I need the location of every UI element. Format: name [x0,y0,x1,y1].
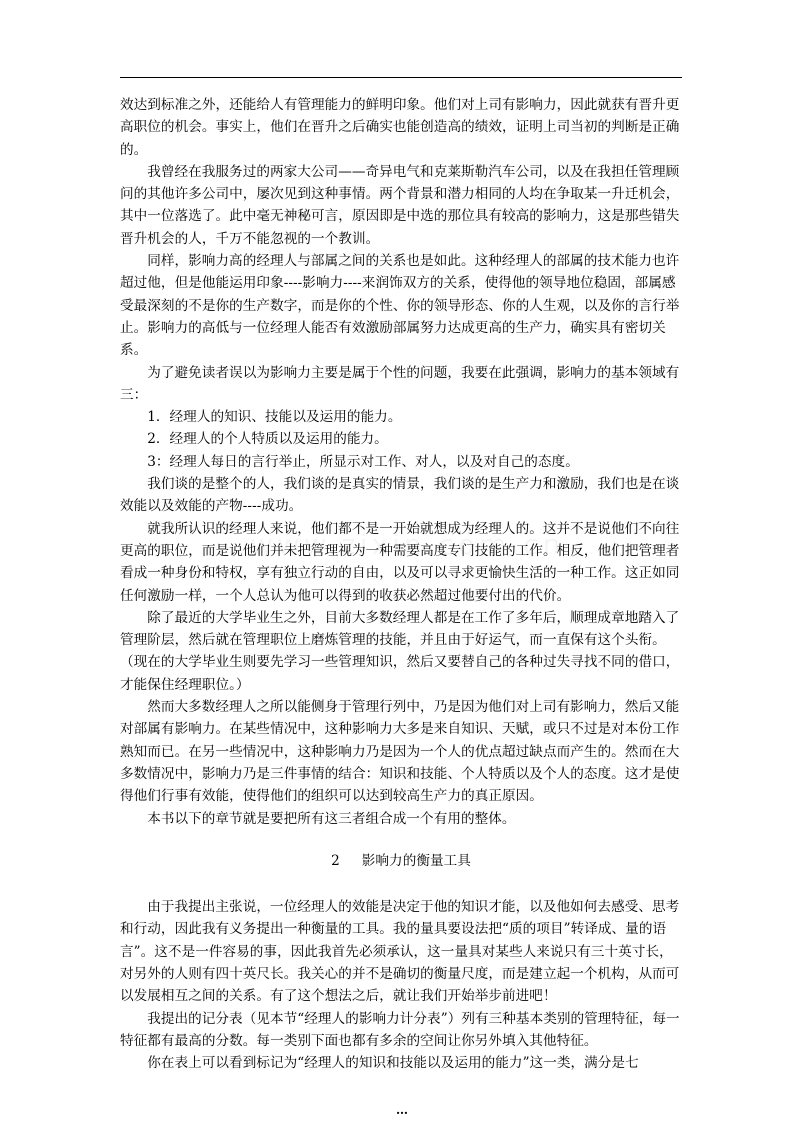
paragraph: 同样，影响力高的经理人与部属之间的关系也是如此。这种经理人的部属的技术能力也许超过他，但是他能运用印象----影响力----来润饰双方的关系，使得他的领导地位稳固，部属感受最深刻的不是你的生产数字，而是你的个性、你的领导形态、你的人生观，以及你的言行举止。影响力的高低与一位经理人能否有效激励部属努力达成更高的生产力，确实具有密切关系。 [120,253,680,359]
paragraph: 1．经理人的知识、技能以及运用的能力。 [147,409,402,426]
paragraph: 效达到标准之外，还能给人有管理能力的鲜明印象。他们对上司有影响力，因此就获有晋升更高职位的机会。事实上，他们在晋升之后确实也能创造高的绩效，证明上司当初的判断是正确的。 [120,97,680,158]
paragraphs-before-section [120,94,682,830]
header-rule [120,77,682,78]
paragraph: 我提出的记分表（见本节“经理人的影响力计分表”）列有三种基本类别的管理特征，每一特征都有最高的分数。每一类别下面也都有多余的空间让你另外填入其他特征。 [120,1010,680,1049]
paragraph: 3：经理人每日的言行举止，所显示对工作、对人，以及对自己的态度。 [147,453,579,470]
document-body [120,94,682,1074]
paragraph: 你在表上可以看到标记为“经理人的知识和技能以及运用的能力”这一类，满分是七 [147,1055,639,1072]
paragraphs-after-section [120,896,682,1074]
section-number: 2 [331,852,340,869]
paragraph: 除了最近的大学毕业生之外，目前大多数经理人都是在工作了多年后，顺理成章地踏入了管理阶层，然后就在管理职位上磨炼管理的技能，并且由于好运气，而一直保有这个头衔。（现在的大学毕业生则要先学习一些管理知识，然后又要替自己的各种过失寻找不同的借口，才能保住经理职位。） [120,609,680,693]
paragraph: 为了避免读者误以为影响力主要是属于个性的问题，我要在此强调，影响力的基本领域有三： [120,364,680,403]
paragraph: 本书以下的章节就是要把所有这三者组合成一个有用的整体。 [147,810,516,827]
paragraph: 就我所认识的经理人来说，他们都不是一开始就想成为经理人的。这并不是说他们不向往更高的职位，而是说他们并未把管理视为一种需要高度专门技能的工作。相反，他们把管理者看成一种身份和特权，享有独立行动的自由，以及可以寻求更愉快生活的一种工作。这正如同任何激励一样，一个人总认为他可以得到的收获必然超过他要付出的代价。 [120,520,680,604]
paragraph: 由于我提出主张说，一位经理人的效能是决定于他的知识才能，以及他如何去感受、思考和行动，因此我有义务提出一种衡量的工具。我的量具要设法把“质的项目”转译成、量的语言”。这不是一件容易的事，因此我首先必须承认，这一量具对某些人来说只有三十英寸长，对另外的人则有四十英尺长。我关心的并不是确切的衡量尺度，而是建立起一个机构，从而可以发展相互之间的关系。有了这个想法之后，就让我们开始举步前进吧！ [120,899,680,1005]
paragraph: 2．经理人的个人特质以及运用的能力。 [147,431,388,448]
paragraph: 我曾经在我服务过的两家大公司——奇异电气和克莱斯勒汽车公司，以及在我担任管理顾问的其他许多公司中，屡次见到这种事情。两个背景和潜力相同的人均在争取某一升迁机会，其中一位落选了。此中毫无神秘可言，原因即是中选的那位具有较高的影响力，这是那些错失晋升机会的人，千万不能忽视的一个教训。 [120,163,680,247]
paragraph: 然而大多数经理人之所以能侧身于管理行列中，乃是因为他们对上司有影响力，然后又能对部属有影响力。在某些情况中，这种影响力大多是来自知识、天赋，或只不过是对本份工作熟知而已。在另一些情况中，这种影响力乃是因为一个人的优点超过缺点而产生的。然而在大多数情况中，影响力乃是三件事情的结合：知识和技能、个人特质以及个人的态度。这才是使得他们行事有效能，使得他们的组织可以达到较高生产力的真正原因。 [120,699,680,805]
section-title: 影响力的衡量工具 [361,852,471,869]
section-heading [120,850,682,872]
paragraph: 我们谈的是整个的人，我们谈的是真实的情景，我们谈的是生产力和激励，我们也是在谈效能以及效能的产物----成功。 [120,476,680,515]
page-footer-mark: … [396,1103,408,1117]
